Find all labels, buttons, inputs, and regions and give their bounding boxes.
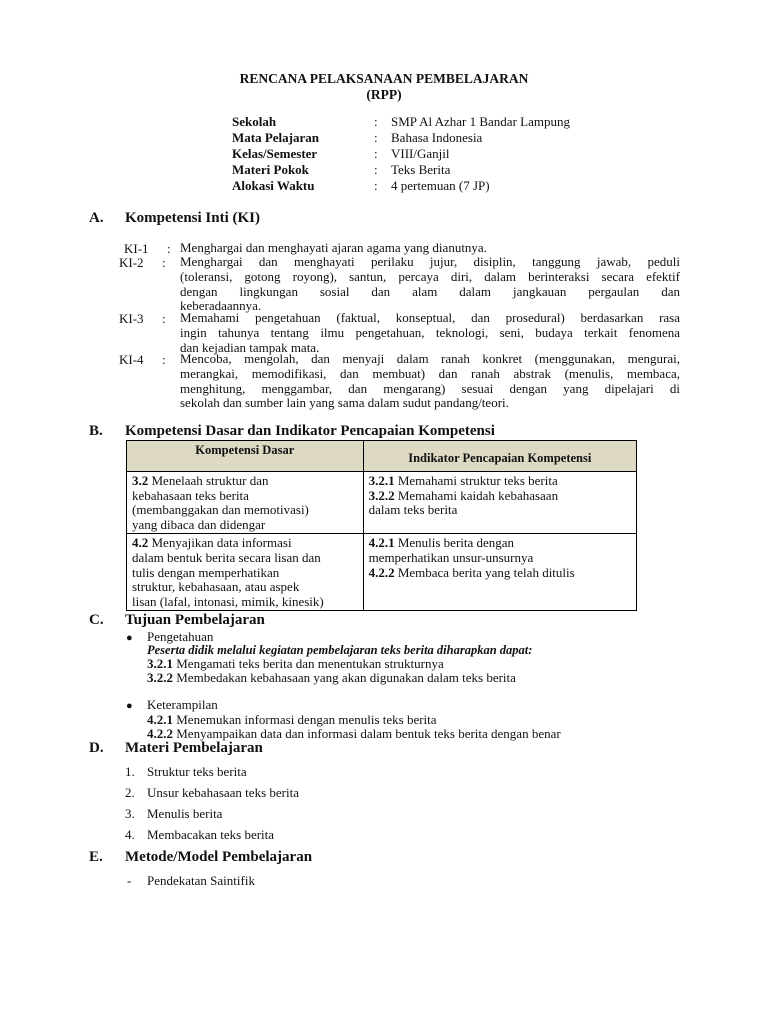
ki-text bbox=[180, 311, 680, 355]
section-b-letter: B. bbox=[89, 423, 103, 439]
ki-colon: : bbox=[162, 352, 166, 367]
ki-text bbox=[180, 352, 680, 411]
info-label-kelas-semester: Kelas/Semester bbox=[232, 146, 318, 161]
indikator-text: dalam teks berita bbox=[368, 502, 458, 518]
info-colon: : bbox=[374, 114, 378, 129]
ki-code: KI-3 bbox=[119, 311, 144, 326]
info-label-sekolah: Sekolah bbox=[232, 114, 277, 129]
ki-code: KI-1 bbox=[124, 241, 149, 256]
indikator-number: 4.2.2 bbox=[368, 564, 395, 580]
info-label-alokasi-waktu: Alokasi Waktu bbox=[232, 178, 315, 193]
materi-item: Menulis berita bbox=[147, 806, 223, 821]
materi-item: Struktur teks berita bbox=[147, 764, 247, 779]
ki-line: ingin tahunya tentang ilmu pengetahuan, teknologi, seni, budaya terkait fenomena bbox=[180, 324, 680, 340]
tujuan-keterampilan-label: Keterampilan bbox=[147, 697, 218, 712]
ki-line: dengan lingkungan sosial dan alam dalam jangkauan pergaulan dan bbox=[180, 283, 680, 299]
ki-line: dan kejadian tampak mata. bbox=[180, 339, 320, 355]
ki-colon: : bbox=[162, 255, 166, 270]
table-cell-indikator bbox=[363, 472, 636, 534]
ki-line: Menghargai dan menghayati perilaku jujur, disiplin, tanggung jawab, peduli bbox=[180, 254, 680, 269]
competency-table bbox=[126, 440, 637, 611]
materi-item: Unsur kebahasaan teks berita bbox=[147, 785, 299, 800]
table-cell-indikator bbox=[363, 534, 636, 611]
metode-marker: - bbox=[127, 873, 132, 888]
section-a-title: Kompetensi Inti (KI) bbox=[125, 210, 260, 226]
info-value-materi-pokok: Teks Berita bbox=[391, 162, 451, 177]
table-cell-kd bbox=[127, 472, 364, 534]
info-value-kelas-semester: VIII/Ganjil bbox=[391, 146, 450, 161]
ki-colon: : bbox=[167, 241, 171, 256]
kd-text: Menelaah struktur dan bbox=[148, 473, 269, 488]
indikator-text: Membaca berita yang telah ditulis bbox=[394, 564, 575, 580]
kd-text: tulis dengan memperhatikan bbox=[132, 564, 280, 580]
tujuan-pengetahuan-label: Pengetahuan bbox=[147, 629, 214, 644]
materi-item: Membacakan teks berita bbox=[147, 827, 275, 842]
materi-number: 4. bbox=[125, 827, 135, 842]
section-d-letter: D. bbox=[89, 740, 104, 756]
ki-code: KI-2 bbox=[119, 255, 144, 270]
info-label-materi-pokok: Materi Pokok bbox=[232, 162, 309, 177]
info-value-sekolah: SMP Al Azhar 1 Bandar Lampung bbox=[391, 114, 570, 129]
bullet-icon: ● bbox=[126, 632, 133, 644]
info-colon: : bbox=[374, 146, 378, 161]
tujuan-item-number: 3.2.1 bbox=[147, 656, 173, 671]
indikator-text: memperhatikan unsur-unsurnya bbox=[368, 549, 534, 565]
ki-line: merangkai, memodifikasi, dan membuat) dan ranah abstrak (menulis, membaca, bbox=[180, 365, 680, 381]
table-cell-kd bbox=[127, 534, 364, 611]
ki-line: Menghargai dan menghayati ajaran agama yang dianutnya. bbox=[180, 240, 487, 255]
ki-colon: : bbox=[162, 311, 166, 326]
kd-text: yang dibaca dan didengar bbox=[132, 516, 266, 532]
ki-code: KI-4 bbox=[119, 352, 144, 367]
tujuan-item-number: 4.2.2 bbox=[147, 726, 173, 741]
tujuan-item-text: Menyampaikan data dan informasi dalam bentuk teks berita dengan benar bbox=[173, 726, 561, 741]
indikator-text: Memahami struktur teks berita bbox=[394, 473, 558, 488]
materi-number: 2. bbox=[125, 785, 135, 800]
tujuan-item-text: Mengamati teks berita dan menentukan strukturnya bbox=[173, 656, 444, 671]
info-label-mata-pelajaran: Mata Pelajaran bbox=[232, 130, 320, 145]
tujuan-intro: Peserta didik melalui kegiatan pembelajaran teks berita diharapkan dapat: bbox=[147, 643, 533, 657]
tujuan-item-number: 4.2.1 bbox=[147, 712, 173, 727]
section-e-letter: E. bbox=[89, 849, 103, 865]
ki-line: sekolah dan sumber lain yang sama dalam sudut pandang/teori. bbox=[180, 395, 509, 411]
indikator-number: 3.2.2 bbox=[368, 487, 395, 503]
section-b-title: Kompetensi Dasar dan Indikator Pencapaian Kompetensi bbox=[125, 423, 495, 439]
info-value-mata-pelajaran: Bahasa Indonesia bbox=[391, 130, 483, 145]
ki-line: menghitung, menggambar, dan mengarang) sesuai dengan yang dipelajari di bbox=[180, 380, 680, 396]
table-header-kd: Kompetensi Dasar bbox=[127, 441, 364, 472]
metode-item: Pendekatan Saintifik bbox=[147, 873, 255, 888]
table-header-row bbox=[127, 441, 637, 472]
tujuan-item-text: Menemukan informasi dengan menulis teks berita bbox=[173, 712, 437, 727]
kd-text: Menyajikan data informasi bbox=[148, 535, 292, 551]
ki-text bbox=[180, 255, 680, 314]
materi-number: 3. bbox=[125, 806, 135, 821]
document-title: RENCANA PELAKSANAAN PEMBELAJARAN bbox=[239, 71, 529, 86]
kd-text: (membanggakan dan memotivasi) bbox=[132, 502, 309, 518]
tujuan-item-text: Membedakan kebahasaan yang akan digunakan dalam teks berita bbox=[173, 670, 516, 685]
kd-text: lisan (lafal, intonasi, mimik, kinesik) bbox=[132, 593, 324, 609]
ki-line: Memahami pengetahuan (faktual, konseptual, dan prosedural) berdasarkan rasa bbox=[180, 310, 680, 325]
kd-number: 3.2 bbox=[132, 473, 149, 488]
indikator-text: Memahami kaidah kebahasaan bbox=[394, 487, 559, 503]
section-c-title: Tujuan Pembelajaran bbox=[125, 612, 265, 628]
section-a-letter: A. bbox=[89, 210, 104, 226]
bullet-icon: ● bbox=[126, 700, 133, 712]
table-row bbox=[127, 472, 637, 534]
indikator-number: 4.2.1 bbox=[368, 535, 395, 551]
section-e-title: Metode/Model Pembelajaran bbox=[125, 849, 313, 865]
kd-number: 4.2 bbox=[132, 535, 149, 551]
section-d-title: Materi Pembelajaran bbox=[125, 740, 263, 756]
kd-text: struktur, kebahasaan, atau aspek bbox=[132, 579, 300, 595]
materi-number: 1. bbox=[125, 764, 135, 779]
ki-line: (toleransi, gotong royong), santun, percaya diri, dalam berinteraksi secara efektif bbox=[180, 268, 680, 284]
kd-text: dalam bentuk berita secara lisan dan bbox=[132, 549, 321, 565]
indikator-text: Menulis berita dengan bbox=[394, 535, 515, 551]
info-colon: : bbox=[374, 178, 378, 193]
section-c-letter: C. bbox=[89, 612, 104, 628]
indikator-number: 3.2.1 bbox=[368, 473, 395, 488]
kd-text: kebahasaan teks berita bbox=[132, 487, 249, 503]
document-subtitle: (RPP) bbox=[366, 87, 402, 102]
tujuan-item-number: 3.2.2 bbox=[147, 670, 173, 685]
info-colon: : bbox=[374, 162, 378, 177]
table-row bbox=[127, 534, 637, 611]
table-header-indikator: Indikator Pencapaian Kompetensi bbox=[363, 441, 636, 472]
info-colon: : bbox=[374, 130, 378, 145]
ki-line: Mencoba, mengolah, dan menyaji dalam ranah konkret (menggunakan, mengurai, bbox=[180, 351, 680, 366]
ki-line: keberadaannya. bbox=[180, 298, 262, 314]
tujuan-item bbox=[147, 670, 516, 686]
info-value-alokasi-waktu: 4 pertemuan (7 JP) bbox=[391, 178, 490, 193]
